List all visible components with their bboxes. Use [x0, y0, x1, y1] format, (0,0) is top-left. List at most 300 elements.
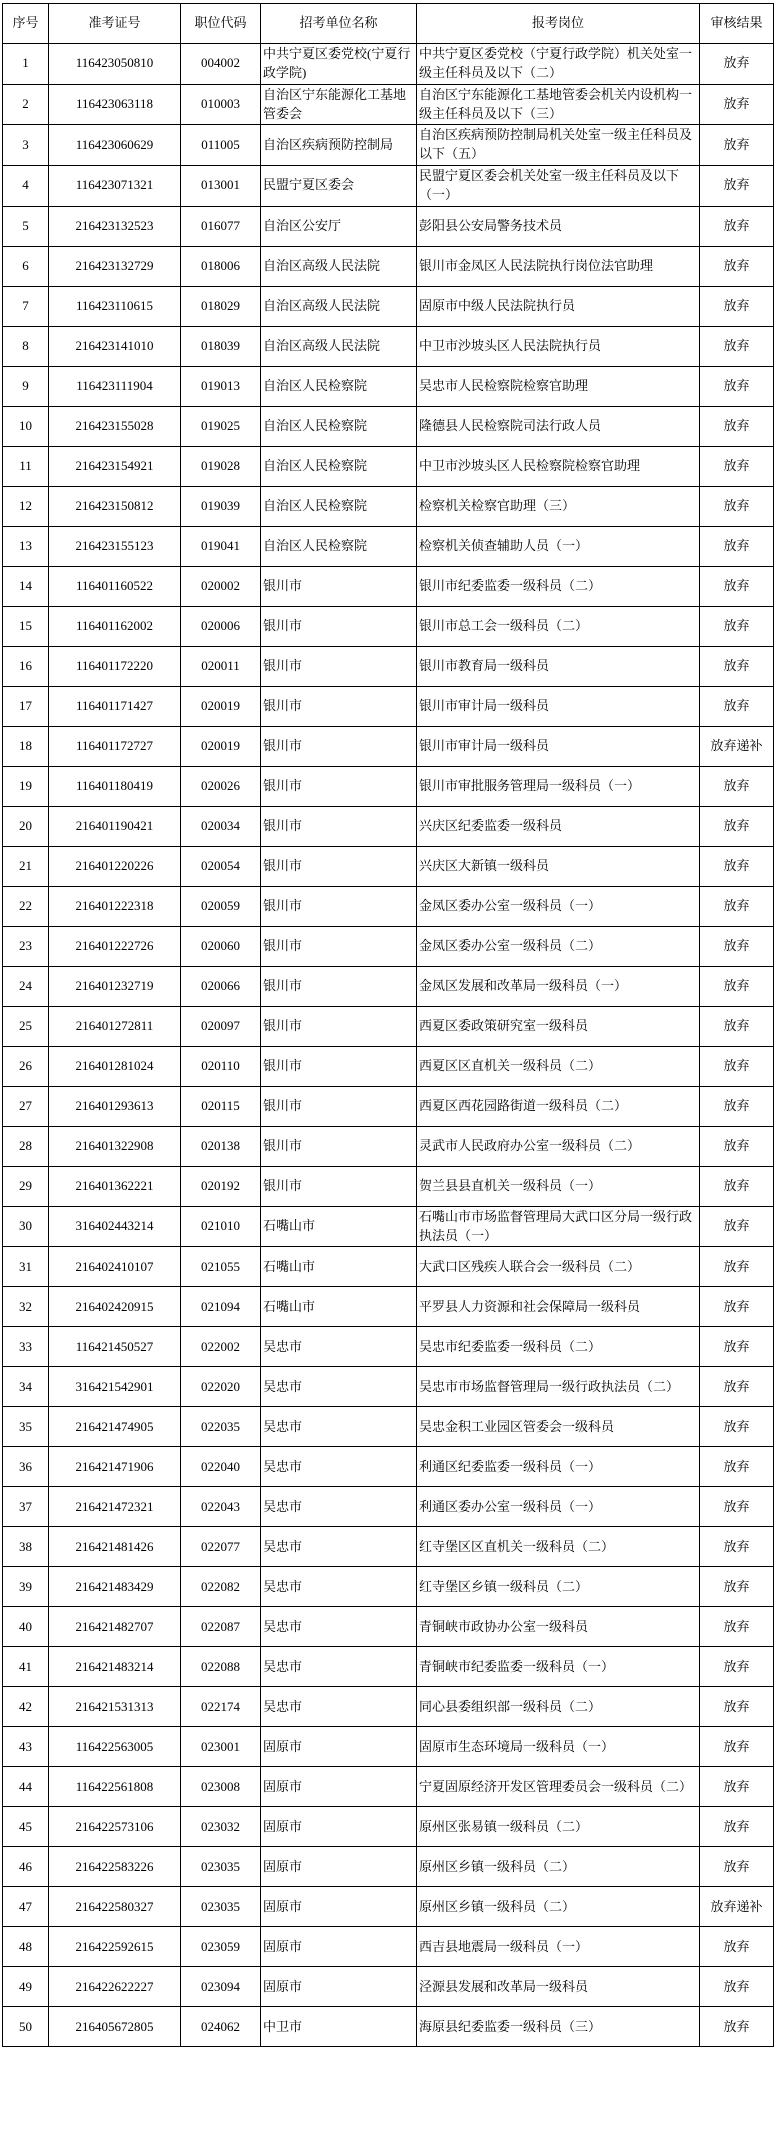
cell-ticket: 216421483429: [49, 1567, 181, 1607]
cell-result: 放弃: [700, 766, 774, 806]
cell-code: 021094: [181, 1287, 261, 1327]
cell-position: 西夏区区直机关一级科员（二）: [417, 1046, 700, 1086]
cell-position: 固原市中级人民法院执行员: [417, 286, 700, 326]
cell-ticket: 216422580327: [49, 1887, 181, 1927]
cell-code: 023059: [181, 1927, 261, 1967]
cell-no: 28: [3, 1126, 49, 1166]
cell-position: 红寺堡区区直机关一级科员（二）: [417, 1527, 700, 1567]
cell-code: 024062: [181, 2007, 261, 2047]
cell-ticket: 116401160522: [49, 566, 181, 606]
cell-code: 013001: [181, 166, 261, 207]
cell-position: 检察机关检察官助理（三）: [417, 486, 700, 526]
cell-ticket: 116423050810: [49, 44, 181, 85]
cell-result: 放弃: [700, 1807, 774, 1847]
cell-unit: 石嘴山市: [261, 1247, 417, 1287]
cell-ticket: 216423132523: [49, 206, 181, 246]
cell-result: 放弃: [700, 246, 774, 286]
cell-no: 2: [3, 84, 49, 125]
cell-position: 银川市审批服务管理局一级科员（一）: [417, 766, 700, 806]
cell-position: 原州区张易镇一级科员（二）: [417, 1807, 700, 1847]
table-row: [3, 1447, 774, 1487]
cell-result: 放弃: [700, 1126, 774, 1166]
cell-unit: 固原市: [261, 1927, 417, 1967]
cell-code: 020066: [181, 966, 261, 1006]
cell-no: 22: [3, 886, 49, 926]
cell-position: 金凤区发展和改革局一级科员（一）: [417, 966, 700, 1006]
cell-position: 泾源县发展和改革局一级科员: [417, 1967, 700, 2007]
cell-no: 15: [3, 606, 49, 646]
cell-no: 41: [3, 1647, 49, 1687]
cell-ticket: 216421531313: [49, 1687, 181, 1727]
column-header-code: 职位代码: [181, 4, 261, 44]
cell-unit: 银川市: [261, 686, 417, 726]
cell-unit: 吴忠市: [261, 1607, 417, 1647]
cell-position: 隆德县人民检察院司法行政人员: [417, 406, 700, 446]
table-row: [3, 1247, 774, 1287]
table-row: [3, 1687, 774, 1727]
cell-ticket: 216423154921: [49, 446, 181, 486]
table-row: [3, 1086, 774, 1126]
cell-result: 放弃: [700, 286, 774, 326]
cell-code: 016077: [181, 206, 261, 246]
cell-result: 放弃: [700, 1487, 774, 1527]
cell-unit: 银川市: [261, 1086, 417, 1126]
table-row: [3, 806, 774, 846]
cell-code: 023094: [181, 1967, 261, 2007]
cell-code: 019013: [181, 366, 261, 406]
cell-code: 023001: [181, 1727, 261, 1767]
cell-result: 放弃: [700, 1607, 774, 1647]
cell-no: 19: [3, 766, 49, 806]
cell-result: 放弃: [700, 166, 774, 207]
cell-ticket: 116423110615: [49, 286, 181, 326]
cell-result: 放弃: [700, 1206, 774, 1247]
table-row: [3, 1607, 774, 1647]
cell-result: 放弃: [700, 486, 774, 526]
cell-position: 西夏区委政策研究室一级科员: [417, 1006, 700, 1046]
cell-position: 灵武市人民政府办公室一级科员（二）: [417, 1126, 700, 1166]
table-row: [3, 1006, 774, 1046]
cell-position: 石嘴山市市场监督管理局大武口区分局一级行政执法员（一）: [417, 1206, 700, 1247]
cell-code: 022020: [181, 1367, 261, 1407]
cell-position: 吴忠市人民检察院检察官助理: [417, 366, 700, 406]
cell-no: 5: [3, 206, 49, 246]
cell-unit: 吴忠市: [261, 1447, 417, 1487]
cell-ticket: 116422561808: [49, 1767, 181, 1807]
cell-result: 放弃: [700, 125, 774, 166]
cell-position: 自治区宁东能源化工基地管委会机关内设机构一级主任科员及以下（三）: [417, 84, 700, 125]
cell-code: 018029: [181, 286, 261, 326]
cell-no: 43: [3, 1727, 49, 1767]
cell-unit: 自治区人民检察院: [261, 526, 417, 566]
cell-position: 青铜峡市纪委监委一级科员（一）: [417, 1647, 700, 1687]
cell-no: 36: [3, 1447, 49, 1487]
cell-result: 放弃: [700, 1767, 774, 1807]
cell-ticket: 216422592615: [49, 1927, 181, 1967]
cell-unit: 银川市: [261, 846, 417, 886]
table-row: [3, 1527, 774, 1567]
cell-unit: 银川市: [261, 726, 417, 766]
table-row: [3, 1166, 774, 1206]
cell-result: 放弃: [700, 1647, 774, 1687]
cell-code: 020019: [181, 726, 261, 766]
cell-unit: 自治区高级人民法院: [261, 326, 417, 366]
cell-ticket: 116423111904: [49, 366, 181, 406]
cell-unit: 中卫市: [261, 2007, 417, 2047]
cell-unit: 吴忠市: [261, 1367, 417, 1407]
cell-ticket: 216401222318: [49, 886, 181, 926]
cell-code: 020059: [181, 886, 261, 926]
cell-position: 吴忠市纪委监委一级科员（二）: [417, 1327, 700, 1367]
cell-ticket: 216405672805: [49, 2007, 181, 2047]
cell-ticket: 216401281024: [49, 1046, 181, 1086]
cell-unit: 吴忠市: [261, 1567, 417, 1607]
cell-ticket: 216423132729: [49, 246, 181, 286]
cell-unit: 固原市: [261, 1727, 417, 1767]
cell-unit: 银川市: [261, 766, 417, 806]
table-row: [3, 1767, 774, 1807]
cell-ticket: 216401362221: [49, 1166, 181, 1206]
cell-no: 30: [3, 1206, 49, 1247]
table-row: [3, 246, 774, 286]
table-row: [3, 606, 774, 646]
cell-code: 020192: [181, 1166, 261, 1206]
cell-no: 7: [3, 286, 49, 326]
cell-result: 放弃: [700, 1046, 774, 1086]
table-row: [3, 1126, 774, 1166]
cell-position: 中卫市沙坡头区人民检察院检察官助理: [417, 446, 700, 486]
cell-result: 放弃: [700, 846, 774, 886]
cell-code: 020054: [181, 846, 261, 886]
cell-unit: 银川市: [261, 806, 417, 846]
cell-position: 银川市总工会一级科员（二）: [417, 606, 700, 646]
cell-code: 010003: [181, 84, 261, 125]
cell-unit: 民盟宁夏区委会: [261, 166, 417, 207]
cell-code: 023035: [181, 1887, 261, 1927]
cell-position: 吴忠金积工业园区管委会一级科员: [417, 1407, 700, 1447]
cell-no: 21: [3, 846, 49, 886]
cell-result: 放弃: [700, 566, 774, 606]
table-row: [3, 2007, 774, 2047]
cell-ticket: 216421471906: [49, 1447, 181, 1487]
cell-code: 020138: [181, 1126, 261, 1166]
cell-ticket: 216401222726: [49, 926, 181, 966]
cell-code: 018039: [181, 326, 261, 366]
cell-ticket: 216421481426: [49, 1527, 181, 1567]
cell-code: 023032: [181, 1807, 261, 1847]
cell-code: 022040: [181, 1447, 261, 1487]
cell-result: 放弃: [700, 1447, 774, 1487]
cell-no: 42: [3, 1687, 49, 1727]
cell-result: 放弃递补: [700, 726, 774, 766]
table-row: [3, 846, 774, 886]
cell-ticket: 216402420915: [49, 1287, 181, 1327]
table-row: [3, 566, 774, 606]
cell-result: 放弃: [700, 1967, 774, 2007]
cell-ticket: 116401172220: [49, 646, 181, 686]
cell-unit: 银川市: [261, 646, 417, 686]
table-row: [3, 286, 774, 326]
cell-no: 26: [3, 1046, 49, 1086]
cell-no: 11: [3, 446, 49, 486]
table-row: [3, 1206, 774, 1247]
cell-result: 放弃: [700, 1687, 774, 1727]
cell-result: 放弃: [700, 406, 774, 446]
cell-ticket: 116401162002: [49, 606, 181, 646]
cell-no: 3: [3, 125, 49, 166]
cell-result: 放弃: [700, 526, 774, 566]
cell-unit: 银川市: [261, 1166, 417, 1206]
table-row: [3, 206, 774, 246]
table-row: [3, 1727, 774, 1767]
cell-ticket: 116421450527: [49, 1327, 181, 1367]
table-row: [3, 886, 774, 926]
cell-code: 023035: [181, 1847, 261, 1887]
table-row: [3, 766, 774, 806]
cell-no: 38: [3, 1527, 49, 1567]
cell-result: 放弃: [700, 366, 774, 406]
cell-position: 利通区纪委监委一级科员（一）: [417, 1447, 700, 1487]
cell-code: 022002: [181, 1327, 261, 1367]
cell-code: 021055: [181, 1247, 261, 1287]
cell-no: 39: [3, 1567, 49, 1607]
cell-result: 放弃: [700, 1567, 774, 1607]
cell-code: 004002: [181, 44, 261, 85]
table-row: [3, 526, 774, 566]
table-row: [3, 326, 774, 366]
cell-code: 020019: [181, 686, 261, 726]
cell-ticket: 116401180419: [49, 766, 181, 806]
table-row: [3, 446, 774, 486]
cell-ticket: 116401172727: [49, 726, 181, 766]
cell-no: 29: [3, 1166, 49, 1206]
cell-no: 45: [3, 1807, 49, 1847]
cell-code: 020060: [181, 926, 261, 966]
cell-result: 放弃: [700, 1287, 774, 1327]
cell-unit: 石嘴山市: [261, 1287, 417, 1327]
cell-result: 放弃: [700, 1927, 774, 1967]
cell-position: 吴忠市市场监督管理局一级行政执法员（二）: [417, 1367, 700, 1407]
table-row: [3, 966, 774, 1006]
cell-ticket: 216423155123: [49, 526, 181, 566]
cell-unit: 自治区人民检察院: [261, 366, 417, 406]
cell-position: 兴庆区纪委监委一级科员: [417, 806, 700, 846]
cell-result: 放弃: [700, 1166, 774, 1206]
cell-unit: 银川市: [261, 566, 417, 606]
cell-result: 放弃: [700, 1847, 774, 1887]
cell-no: 49: [3, 1967, 49, 2007]
table-row: [3, 1847, 774, 1887]
table-body: [3, 44, 774, 2047]
column-header-no: 序号: [3, 4, 49, 44]
cell-no: 27: [3, 1086, 49, 1126]
cell-ticket: 216401293613: [49, 1086, 181, 1126]
table-row: [3, 406, 774, 446]
cell-unit: 自治区人民检察院: [261, 486, 417, 526]
cell-unit: 自治区人民检察院: [261, 406, 417, 446]
cell-no: 48: [3, 1927, 49, 1967]
cell-unit: 自治区公安厅: [261, 206, 417, 246]
cell-result: 放弃: [700, 2007, 774, 2047]
cell-code: 020110: [181, 1046, 261, 1086]
table-row: [3, 1927, 774, 1967]
cell-position: 自治区疾病预防控制局机关处室一级主任科员及以下（五）: [417, 125, 700, 166]
table-row: [3, 646, 774, 686]
cell-no: 33: [3, 1327, 49, 1367]
cell-position: 固原市生态环境局一级科员（一）: [417, 1727, 700, 1767]
cell-unit: 自治区高级人民法院: [261, 286, 417, 326]
cell-position: 中共宁夏区委党校（宁夏行政学院）机关处室一级主任科员及以下（二）: [417, 44, 700, 85]
cell-result: 放弃: [700, 1006, 774, 1046]
cell-ticket: 216423141010: [49, 326, 181, 366]
cell-no: 34: [3, 1367, 49, 1407]
table-row: [3, 166, 774, 207]
cell-ticket: 216421483214: [49, 1647, 181, 1687]
cell-unit: 银川市: [261, 606, 417, 646]
cell-ticket: 216401190421: [49, 806, 181, 846]
cell-no: 40: [3, 1607, 49, 1647]
cell-unit: 银川市: [261, 1006, 417, 1046]
cell-result: 放弃: [700, 326, 774, 366]
cell-no: 17: [3, 686, 49, 726]
cell-no: 50: [3, 2007, 49, 2047]
cell-unit: 自治区宁东能源化工基地管委会: [261, 84, 417, 125]
cell-no: 8: [3, 326, 49, 366]
cell-no: 14: [3, 566, 49, 606]
cell-ticket: 216421482707: [49, 1607, 181, 1647]
cell-result: 放弃: [700, 44, 774, 85]
table-row: [3, 726, 774, 766]
column-header-unit: 招考单位名称: [261, 4, 417, 44]
cell-code: 020026: [181, 766, 261, 806]
cell-ticket: 116423060629: [49, 125, 181, 166]
cell-result: 放弃: [700, 886, 774, 926]
cell-result: 放弃: [700, 1727, 774, 1767]
table-row: [3, 44, 774, 85]
table-row: [3, 1567, 774, 1607]
cell-unit: 吴忠市: [261, 1407, 417, 1447]
cell-no: 24: [3, 966, 49, 1006]
cell-unit: 吴忠市: [261, 1527, 417, 1567]
cell-code: 020002: [181, 566, 261, 606]
cell-unit: 自治区人民检察院: [261, 446, 417, 486]
cell-ticket: 216401272811: [49, 1006, 181, 1046]
cell-no: 32: [3, 1287, 49, 1327]
cell-no: 44: [3, 1767, 49, 1807]
table-row: [3, 1487, 774, 1527]
cell-result: 放弃: [700, 1327, 774, 1367]
cell-code: 023008: [181, 1767, 261, 1807]
cell-code: 020011: [181, 646, 261, 686]
cell-unit: 固原市: [261, 1967, 417, 2007]
cell-position: 西吉县地震局一级科员（一）: [417, 1927, 700, 1967]
cell-result: 放弃: [700, 606, 774, 646]
table-header: [3, 4, 774, 44]
cell-unit: 固原市: [261, 1807, 417, 1847]
cell-result: 放弃: [700, 646, 774, 686]
cell-no: 16: [3, 646, 49, 686]
cell-ticket: 216402410107: [49, 1247, 181, 1287]
column-header-ticket: 准考证号: [49, 4, 181, 44]
table-row: [3, 1367, 774, 1407]
cell-position: 民盟宁夏区委会机关处室一级主任科员及以下（一）: [417, 166, 700, 207]
cell-unit: 吴忠市: [261, 1647, 417, 1687]
table-row: [3, 1327, 774, 1367]
table-row: [3, 1407, 774, 1447]
cell-code: 019025: [181, 406, 261, 446]
cell-code: 020006: [181, 606, 261, 646]
cell-ticket: 216421474905: [49, 1407, 181, 1447]
cell-ticket: 216422573106: [49, 1807, 181, 1847]
table-row: [3, 1967, 774, 2007]
cell-no: 6: [3, 246, 49, 286]
table-row: [3, 1807, 774, 1847]
cell-no: 37: [3, 1487, 49, 1527]
cell-no: 47: [3, 1887, 49, 1927]
cell-code: 011005: [181, 125, 261, 166]
cell-ticket: 316421542901: [49, 1367, 181, 1407]
cell-position: 平罗县人力资源和社会保障局一级科员: [417, 1287, 700, 1327]
cell-position: 银川市纪委监委一级科员（二）: [417, 566, 700, 606]
cell-position: 贺兰县县直机关一级科员（一）: [417, 1166, 700, 1206]
table-row: [3, 125, 774, 166]
cell-no: 9: [3, 366, 49, 406]
cell-code: 021010: [181, 1206, 261, 1247]
cell-no: 20: [3, 806, 49, 846]
cell-unit: 中共宁夏区委党校(宁夏行政学院): [261, 44, 417, 85]
cell-unit: 银川市: [261, 926, 417, 966]
cell-position: 原州区乡镇一级科员（二）: [417, 1847, 700, 1887]
cell-no: 31: [3, 1247, 49, 1287]
cell-position: 兴庆区大新镇一级科员: [417, 846, 700, 886]
cell-unit: 固原市: [261, 1847, 417, 1887]
cell-code: 022035: [181, 1407, 261, 1447]
cell-unit: 银川市: [261, 966, 417, 1006]
cell-ticket: 116422563005: [49, 1727, 181, 1767]
applicants-table: [2, 3, 774, 2047]
cell-result: 放弃递补: [700, 1887, 774, 1927]
cell-ticket: 216401232719: [49, 966, 181, 1006]
cell-ticket: 116423063118: [49, 84, 181, 125]
cell-code: 022088: [181, 1647, 261, 1687]
cell-ticket: 216401220226: [49, 846, 181, 886]
cell-code: 022082: [181, 1567, 261, 1607]
cell-code: 022077: [181, 1527, 261, 1567]
cell-no: 13: [3, 526, 49, 566]
cell-position: 宁夏固原经济开发区管理委员会一级科员（二）: [417, 1767, 700, 1807]
cell-unit: 自治区高级人民法院: [261, 246, 417, 286]
cell-unit: 吴忠市: [261, 1687, 417, 1727]
cell-position: 同心县委组织部一级科员（二）: [417, 1687, 700, 1727]
cell-code: 019028: [181, 446, 261, 486]
cell-position: 青铜峡市政协办公室一级科员: [417, 1607, 700, 1647]
cell-unit: 吴忠市: [261, 1327, 417, 1367]
cell-position: 银川市审计局一级科员: [417, 726, 700, 766]
column-header-result: 审核结果: [700, 4, 774, 44]
cell-no: 46: [3, 1847, 49, 1887]
cell-no: 25: [3, 1006, 49, 1046]
cell-no: 23: [3, 926, 49, 966]
cell-result: 放弃: [700, 966, 774, 1006]
header-row: [3, 4, 774, 44]
cell-ticket: 216401322908: [49, 1126, 181, 1166]
cell-ticket: 216422622227: [49, 1967, 181, 2007]
cell-result: 放弃: [700, 206, 774, 246]
table-row: [3, 486, 774, 526]
cell-position: 利通区委办公室一级科员（一）: [417, 1487, 700, 1527]
cell-position: 银川市审计局一级科员: [417, 686, 700, 726]
cell-no: 12: [3, 486, 49, 526]
